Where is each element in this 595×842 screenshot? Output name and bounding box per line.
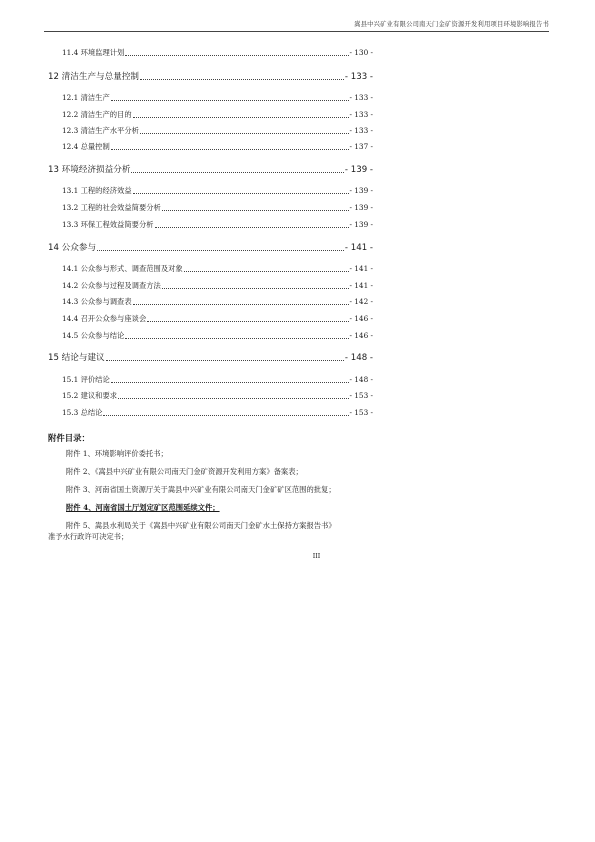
toc-page: - 146 - <box>349 314 373 323</box>
toc-page: - 133 - <box>349 93 373 102</box>
annex-title: 附件目录： <box>48 433 90 443</box>
toc-page: - 146 - <box>349 331 373 340</box>
leader-dots <box>118 397 348 399</box>
toc-label: 12.3 清洁生产水平分析 <box>62 126 139 135</box>
leader-dots <box>106 359 344 361</box>
leader-dots <box>97 249 344 251</box>
leader-dots <box>125 337 348 339</box>
toc-entry-12-2[interactable] <box>62 110 373 120</box>
toc-label: 13.1 工程的经济效益 <box>62 186 132 195</box>
toc-label: 12.2 清洁生产的目的 <box>62 110 132 119</box>
toc-entry-13-3[interactable] <box>62 220 373 230</box>
toc-chapter-15[interactable] <box>48 351 373 363</box>
toc-chapter-13[interactable] <box>48 163 373 175</box>
annex-item-1 <box>48 448 547 459</box>
annex-item-text: 附件 5、嵩县水利局关于《嵩县中兴矿业有限公司南天门金矿水土保持方案报告书》 <box>66 521 336 530</box>
toc-page: - 139 - <box>349 203 373 212</box>
leader-dots <box>140 132 349 134</box>
leader-dots <box>184 270 349 272</box>
toc-page: - 130 - <box>349 48 373 57</box>
leader-dots <box>133 303 349 305</box>
toc-label: 14.2 公众参与过程及调查方法 <box>62 281 161 290</box>
leader-dots <box>162 209 349 211</box>
toc-label: 13.3 环保工程效益简要分析 <box>62 220 154 229</box>
toc-page: - 141 - <box>349 264 373 273</box>
toc-label: 11.4 环境监理计划 <box>62 48 125 57</box>
toc-entry-14-4[interactable] <box>62 314 373 324</box>
toc-chapter-14[interactable] <box>48 241 373 253</box>
leader-dots <box>131 171 344 173</box>
toc-label: 13.2 工程的社会效益简要分析 <box>62 203 161 212</box>
leader-dots <box>103 414 348 416</box>
toc-label: 12.4 总量控制 <box>62 142 110 151</box>
toc-entry-13-1[interactable] <box>62 186 373 196</box>
leader-dots <box>133 116 349 118</box>
toc-label: 15 结论与建议 <box>48 353 105 363</box>
annex-item-text: 附件 2、《嵩县中兴矿业有限公司南天门金矿资源开发利用方案》备案表； <box>66 467 303 476</box>
annex-item-text: 附件 4、河南省国土厅划定矿区范围延续文件； <box>66 503 220 512</box>
toc-page: - 141 - <box>349 281 373 290</box>
toc-page: - 139 - <box>349 186 373 195</box>
toc-entry-14-5[interactable] <box>62 331 373 341</box>
leader-dots <box>111 381 349 383</box>
leader-dots <box>155 226 349 228</box>
toc-page: - 141 - <box>344 243 373 253</box>
annex-item-5 <box>48 520 547 542</box>
toc-label: 14.4 召开公众参与座谈会 <box>62 314 147 323</box>
toc-page: - 137 - <box>349 142 373 151</box>
annex-item-text: 附件 3、河南省国土资源厅关于嵩县中兴矿业有限公司南天门金矿矿区范围的批复； <box>66 485 336 494</box>
toc-entry-14-2[interactable] <box>62 281 373 291</box>
toc-label: 14.3 公众参与调查表 <box>62 297 132 306</box>
toc-entry-11-4[interactable] <box>62 48 373 58</box>
toc-entry-14-1[interactable] <box>62 264 373 274</box>
toc-page: - 148 - <box>344 353 373 363</box>
toc-page: - 133 - <box>349 110 373 119</box>
toc-entry-13-2[interactable] <box>62 203 373 213</box>
toc-page: - 153 - <box>349 408 373 417</box>
leader-dots <box>111 99 349 101</box>
toc-page: - 153 - <box>349 391 373 400</box>
toc-page: - 142 - <box>349 297 373 306</box>
toc-label: 14.5 公众参与结论 <box>62 331 125 340</box>
annex-item-3 <box>48 484 547 495</box>
leader-dots <box>133 192 349 194</box>
leader-dots <box>125 54 348 56</box>
toc-page: - 133 - <box>349 126 373 135</box>
leader-dots <box>111 148 349 150</box>
annex-item-continuation: 准予水行政许可决定书； <box>48 532 129 541</box>
toc-entry-12-1[interactable] <box>62 93 373 103</box>
toc-label: 15.2 建议和要求 <box>62 391 118 400</box>
toc-label: 12.1 清洁生产 <box>62 93 110 102</box>
toc-entry-15-3[interactable] <box>62 408 373 418</box>
running-header: 嵩县中兴矿业有限公司南天门金矿资源开发利用项目环境影响报告书 <box>44 19 549 32</box>
annex-item-4 <box>48 502 547 513</box>
toc-page: - 139 - <box>349 220 373 229</box>
toc-page: - 148 - <box>349 375 373 384</box>
toc-label: 14 公众参与 <box>48 243 97 253</box>
toc-chapter-12[interactable] <box>48 70 373 82</box>
toc-label: 12 清洁生产与总量控制 <box>48 72 140 82</box>
leader-dots <box>162 287 349 289</box>
leader-dots <box>147 320 348 322</box>
toc-entry-15-1[interactable] <box>62 375 373 385</box>
toc-label: 15.1 评价结论 <box>62 375 110 384</box>
toc-page: - 133 - <box>344 72 373 82</box>
toc-page: - 139 - <box>344 165 373 175</box>
annex-item-2 <box>48 466 547 477</box>
annex-item-text: 附件 1、环境影响评价委托书； <box>66 449 168 458</box>
toc-label: 15.3 总结论 <box>62 408 103 417</box>
toc-label: 13 环境经济损益分析 <box>48 165 131 175</box>
toc-label: 14.1 公众参与形式、调查范围及对象 <box>62 264 183 273</box>
toc-entry-12-4[interactable] <box>62 142 373 152</box>
page-number: III <box>312 553 321 560</box>
leader-dots <box>140 78 344 80</box>
toc-entry-15-2[interactable] <box>62 391 373 401</box>
toc-entry-14-3[interactable] <box>62 297 373 307</box>
toc-entry-12-3[interactable] <box>62 126 373 136</box>
